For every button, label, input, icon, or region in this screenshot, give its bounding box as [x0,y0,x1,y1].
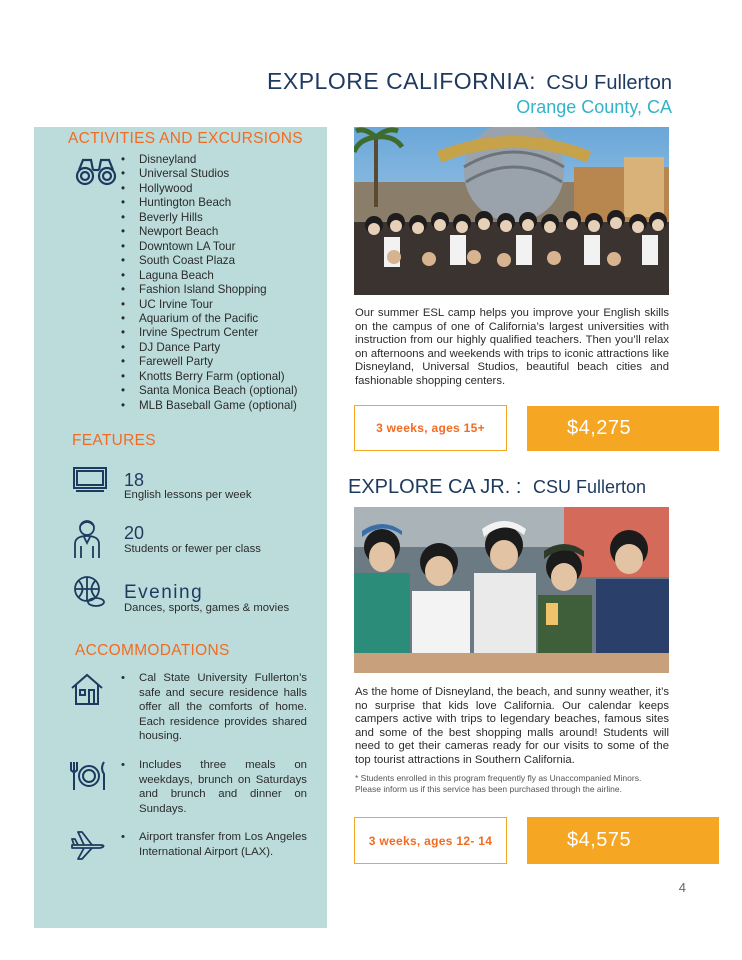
program2-duration-badge: 3 weeks, ages 12- 14 [354,817,507,864]
accommodations-heading: ACCOMMODATIONS [75,642,230,659]
list-item: • Hollywood [121,182,298,196]
list-item: • Newport Beach [121,225,298,239]
program2-price: $4,575 [527,817,719,864]
accommodation-item: • Airport transfer from Los Angeles International Airport (LAX). [121,830,307,859]
feature-label: Students or fewer per class [124,543,261,555]
airplane-icon [70,830,106,860]
list-item: • Downtown LA Tour [121,240,298,254]
list-item: • Universal Studios [121,167,298,181]
list-item: • MLB Baseball Game (optional) [121,399,298,413]
list-item: • Disneyland [121,153,298,167]
binoculars-icon [74,156,118,186]
page-number: 4 [678,880,686,895]
list-item: • Knotts Berry Farm (optional) [121,370,298,384]
sports-icon [72,574,106,608]
program2-description: As the home of Disneyland, the beach, and sunny weather, it’s no surprise that kids love California. Our calendar keeps campers active with trips to legendary beaches, famous sites and some of the best shopping malls around! Students will need to get their cameras ready for our visits to some of the top tourist attractions in Southern California. [355,686,669,766]
feature-value: Evening [124,582,204,603]
activities-list [121,153,298,413]
monitor-icon [72,466,108,494]
program2-campus: CSU Fullerton [532,477,646,497]
program1-price: $4,275 [527,406,719,451]
feature-value: 18 [124,470,145,490]
list-item: • Farewell Party [121,355,298,369]
program2-title [348,476,646,499]
location-subtitle: Orange County, CA [516,97,672,117]
program2-note: * Students enrolled in this program frequently fly as Unaccompanied Minors. Please inform us if this service has been purchased through the airline. [355,773,642,794]
student-icon [72,518,102,560]
list-item: • Laguna Beach [121,269,298,283]
universal-studios-photo [354,127,669,295]
features-heading: FEATURES [72,432,156,449]
list-item: • UC Irvine Tour [121,298,298,312]
accommodation-item: • Cal State University Fullerton’s safe and secure residence halls offer all the comforts of home. Each residence provides shared housing. [121,671,307,744]
activities-heading: ACTIVITIES AND EXCURSIONS [68,130,303,147]
program1-description: Our summer ESL camp helps you improve your English skills on the campus of one of California’s largest universities with instruction from our highly qualified teachers. Then you’ll relax on afternoons and weekends with trips to iconic attractions like Disneyland, Universal Studios, beautiful beach cities and fashionable shopping centers. [355,307,669,387]
feature-label: Dances, sports, games & movies [124,602,290,614]
list-item: • Fashion Island Shopping [121,283,298,297]
meal-icon [70,760,108,792]
program1-duration-badge: 3 weeks, ages 15+ [354,405,507,451]
kids-group-photo [354,507,669,673]
program-campus: CSU Fullerton [546,72,672,94]
list-item: • Aquarium of the Pacific [121,312,298,326]
list-item: • Santa Monica Beach (optional) [121,384,298,398]
page-title [267,68,672,95]
list-item: • DJ Dance Party [121,341,298,355]
list-item: • South Coast Plaza [121,254,298,268]
list-item: • Irvine Spectrum Center [121,326,298,340]
list-item: • Huntington Beach [121,196,298,210]
program-brand: EXPLORE CALIFORNIA: [267,68,536,94]
program2-brand: EXPLORE CA JR. : [348,476,522,498]
feature-value: 20 [124,523,145,543]
house-icon [70,672,104,706]
accommodation-item: • Includes three meals on weekdays, brunch on Saturdays and brunch and dinner on Sundays. [121,758,307,816]
feature-label: English lessons per week [124,489,252,501]
list-item: • Beverly Hills [121,211,298,225]
